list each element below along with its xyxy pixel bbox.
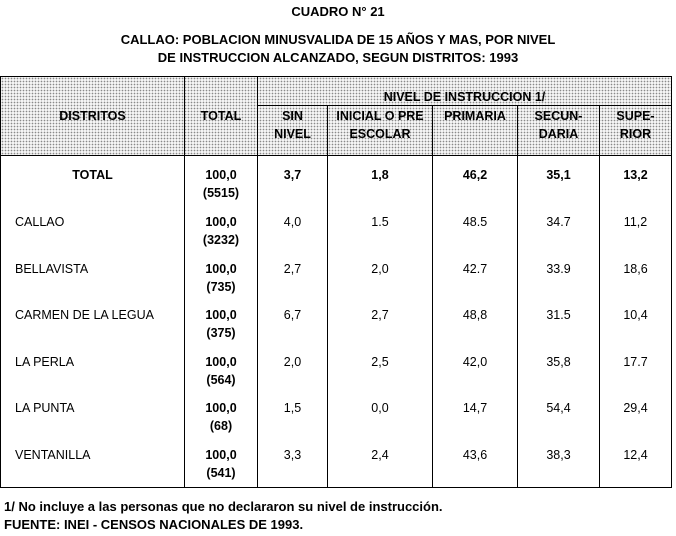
row-la-punta-name: LA PUNTA [15, 401, 75, 415]
column-divider [432, 105, 433, 487]
row-la-punta-inicial: 0,0 [371, 401, 389, 415]
row-la-punta-superior: 29,4 [623, 401, 648, 415]
row-la-punta-secundaria: 54,4 [546, 401, 571, 415]
row-bellavista-name: BELLAVISTA [15, 262, 89, 276]
column-divider [327, 105, 328, 487]
row-carmen-de-la-legua-sin-nivel: 6,7 [283, 308, 302, 322]
row-la-perla-sin-nivel: 2,0 [283, 355, 302, 369]
row-la-perla-inicial: 2,5 [371, 355, 389, 369]
row-carmen-de-la-legua-primaria: 48,8 [462, 308, 488, 322]
row-total-primaria: 46,2 [462, 168, 488, 182]
header-total: TOTAL [200, 109, 242, 123]
row-ventanilla-superior: 12,4 [623, 448, 648, 462]
row-carmen-de-la-legua-name: CARMEN DE LA LEGUA [15, 308, 154, 322]
statistics-table [0, 76, 672, 488]
header-superior: SUPE- RIOR [616, 109, 655, 141]
column-divider [599, 105, 600, 487]
row-ventanilla-name: VENTANILLA [15, 448, 91, 462]
row-total-superior: 13,2 [623, 168, 648, 182]
row-callao-name: CALLAO [15, 215, 65, 229]
header-inicial-preescolar: INICIAL O PRE ESCOLAR [336, 109, 424, 141]
row-la-perla-total: 100,0 (564) [205, 355, 237, 387]
row-bellavista-total: 100,0 (735) [205, 262, 237, 294]
row-la-punta-primaria: 14,7 [462, 401, 488, 415]
row-callao-total: 100,0 (3232) [202, 215, 240, 247]
row-ventanilla-secundaria: 38,3 [546, 448, 571, 462]
row-total-name: TOTAL [72, 168, 113, 182]
header-primaria: PRIMARIA [444, 109, 506, 123]
header-sin-nivel: SIN NIVEL [274, 109, 311, 141]
row-ventanilla-inicial: 2,4 [371, 448, 389, 462]
row-la-punta-total: 100,0 (68) [205, 401, 237, 433]
row-la-perla-secundaria: 35,8 [546, 355, 571, 369]
table-title-line-2: DE INSTRUCCION ALCANZADO, SEGUN DISTRITOS: 1993 [157, 50, 519, 65]
header-secundaria: SECUN- DARIA [534, 109, 583, 141]
row-carmen-de-la-legua-total: 100,0 (375) [205, 308, 237, 340]
row-bellavista-superior: 18,6 [623, 262, 648, 276]
row-bellavista-inicial: 2,0 [371, 262, 389, 276]
footnote: 1/ No incluye a las personas que no declararon su nivel de instrucción. [4, 499, 443, 514]
source-note: FUENTE: INEI - CENSOS NACIONALES DE 1993. [4, 517, 304, 532]
row-callao-inicial: 1.5 [371, 215, 389, 229]
row-carmen-de-la-legua-inicial: 2,7 [371, 308, 389, 322]
header-distritos: DISTRITOS [59, 109, 126, 123]
row-callao-secundaria: 34.7 [546, 215, 571, 229]
row-ventanilla-primaria: 43,6 [462, 448, 488, 462]
row-total-inicial: 1,8 [371, 168, 389, 182]
row-la-perla-name: LA PERLA [15, 355, 75, 369]
row-carmen-de-la-legua-secundaria: 31.5 [546, 308, 571, 322]
row-callao-sin-nivel: 4,0 [283, 215, 302, 229]
row-bellavista-sin-nivel: 2,7 [283, 262, 302, 276]
row-total-total: 100,0 (5515) [202, 168, 240, 200]
row-callao-superior: 11,2 [623, 215, 648, 229]
table-title-line-1: CALLAO: POBLACION MINUSVALIDA DE 15 AÑOS Y MAS, POR NIVEL [120, 32, 556, 47]
row-bellavista-secundaria: 33.9 [546, 262, 571, 276]
row-total-sin-nivel: 3,7 [283, 168, 302, 182]
table-number: CUADRO N° 21 [291, 4, 385, 19]
row-la-perla-superior: 17.7 [623, 355, 648, 369]
row-bellavista-primaria: 42.7 [462, 262, 488, 276]
header-nivel-instruccion: NIVEL DE INSTRUCCION 1/ [383, 90, 546, 104]
column-divider [517, 105, 518, 487]
row-la-perla-primaria: 42,0 [462, 355, 488, 369]
row-callao-primaria: 48.5 [462, 215, 488, 229]
row-ventanilla-total: 100,0 (541) [205, 448, 237, 480]
row-carmen-de-la-legua-superior: 10,4 [623, 308, 648, 322]
row-la-punta-sin-nivel: 1,5 [283, 401, 302, 415]
row-ventanilla-sin-nivel: 3,3 [283, 448, 302, 462]
row-total-secundaria: 35,1 [546, 168, 571, 182]
